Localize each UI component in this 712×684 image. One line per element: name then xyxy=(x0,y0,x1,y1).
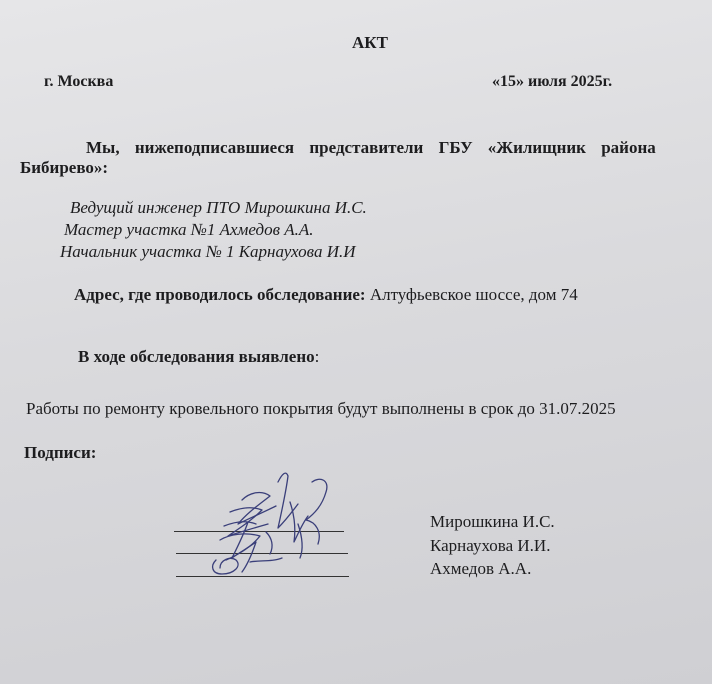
intro-line-1: Мы, нижеподписавшиеся представители ГБУ «Жилищник района xyxy=(86,138,656,157)
document-title: АКТ xyxy=(352,33,388,52)
finding-text: Работы по ремонту кровельного покрытия будут выполнены в срок до 31.07.2025 xyxy=(26,399,616,418)
signature-stroke xyxy=(278,473,298,528)
found-row xyxy=(78,347,319,367)
representative-2: Мастер участка №1 Ахмедов А.А. xyxy=(64,220,314,239)
signature-stroke xyxy=(232,522,256,572)
address-value: Алтуфьевское шоссе, дом 74 xyxy=(365,285,578,304)
signature-stroke xyxy=(290,502,308,542)
signatures-label: Подписи: xyxy=(24,443,97,462)
signature-stroke xyxy=(213,558,238,574)
intro-line-2: Бибирево»: xyxy=(20,158,109,177)
signature-stroke xyxy=(250,558,282,562)
signature-stroke xyxy=(266,532,272,554)
document-date: «15» июля 2025г. xyxy=(492,73,613,90)
signature-stroke xyxy=(298,524,302,558)
signer-name-3: Ахмедов А.А. xyxy=(430,559,532,578)
found-label: В ходе обследования выявлено xyxy=(78,347,315,366)
signature-stroke xyxy=(306,479,327,544)
found-colon: : xyxy=(314,347,320,366)
address-label: Адрес, где проводилось обследование: xyxy=(74,285,366,304)
signature-stroke xyxy=(224,522,256,526)
address-row xyxy=(74,285,578,305)
representative-1: Ведущий инженер ПТО Мирошкина И.С. xyxy=(70,198,367,217)
signer-name-1: Мирошкина И.С. xyxy=(430,512,555,531)
city: г. Москва xyxy=(44,73,114,90)
representative-3: Начальник участка № 1 Карнаухова И.И xyxy=(60,242,356,261)
handwritten-signatures xyxy=(190,462,350,587)
signer-name-2: Карнаухова И.И. xyxy=(430,536,551,555)
